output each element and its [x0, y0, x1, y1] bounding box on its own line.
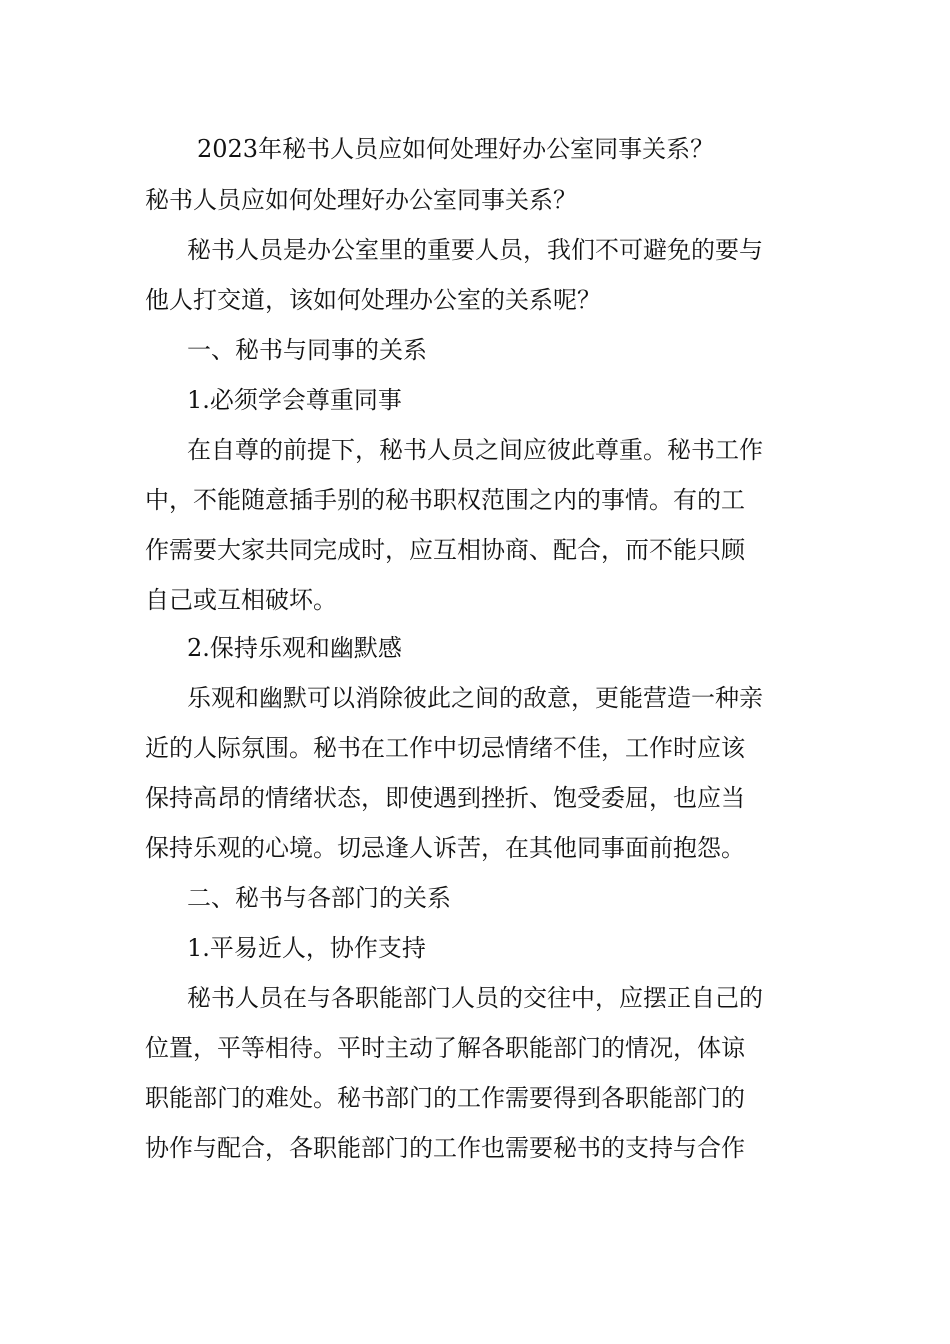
paragraph-line: 保持高昂的情绪状态，即使遇到挫折、饱受委屈，也应当	[145, 784, 745, 812]
subsection-heading: 2.保持乐观和幽默感	[187, 634, 402, 662]
document-title: 2023年秘书人员应如何处理好办公室同事关系？	[197, 135, 715, 163]
paragraph-line: 他人打交道，该如何处理办公室的关系呢？	[145, 286, 601, 314]
subtitle-line: 秘书人员应如何处理好办公室同事关系？	[145, 186, 577, 214]
subsection-heading: 1.必须学会尊重同事	[187, 386, 402, 414]
paragraph-line: 秘书人员是办公室里的重要人员，我们不可避免的要与	[187, 236, 763, 264]
paragraph-line: 职能部门的难处。秘书部门的工作需要得到各职能部门的	[145, 1084, 745, 1112]
section-heading: 一、秘书与同事的关系	[187, 336, 427, 364]
section-heading: 二、秘书与各部门的关系	[187, 884, 451, 912]
paragraph-line: 自己或互相破坏。	[145, 586, 337, 614]
paragraph-line: 位置，平等相待。平时主动了解各职能部门的情况，体谅	[145, 1034, 745, 1062]
paragraph-line: 作需要大家共同完成时，应互相协商、配合，而不能只顾	[145, 536, 745, 564]
paragraph-line: 在自尊的前提下，秘书人员之间应彼此尊重。秘书工作	[187, 436, 763, 464]
paragraph-line: 乐观和幽默可以消除彼此之间的敌意，更能营造一种亲	[187, 684, 763, 712]
subsection-heading: 1.平易近人，协作支持	[187, 934, 426, 962]
paragraph-line: 秘书人员在与各职能部门人员的交往中，应摆正自己的	[187, 984, 763, 1012]
paragraph-line: 保持乐观的心境。切忌逢人诉苦，在其他同事面前抱怨。	[145, 834, 745, 862]
paragraph-line: 近的人际氛围。秘书在工作中切忌情绪不佳，工作时应该	[145, 734, 745, 762]
paragraph-line: 中，不能随意插手别的秘书职权范围之内的事情。有的工	[145, 486, 745, 514]
paragraph-line: 协作与配合，各职能部门的工作也需要秘书的支持与合作	[145, 1134, 745, 1162]
